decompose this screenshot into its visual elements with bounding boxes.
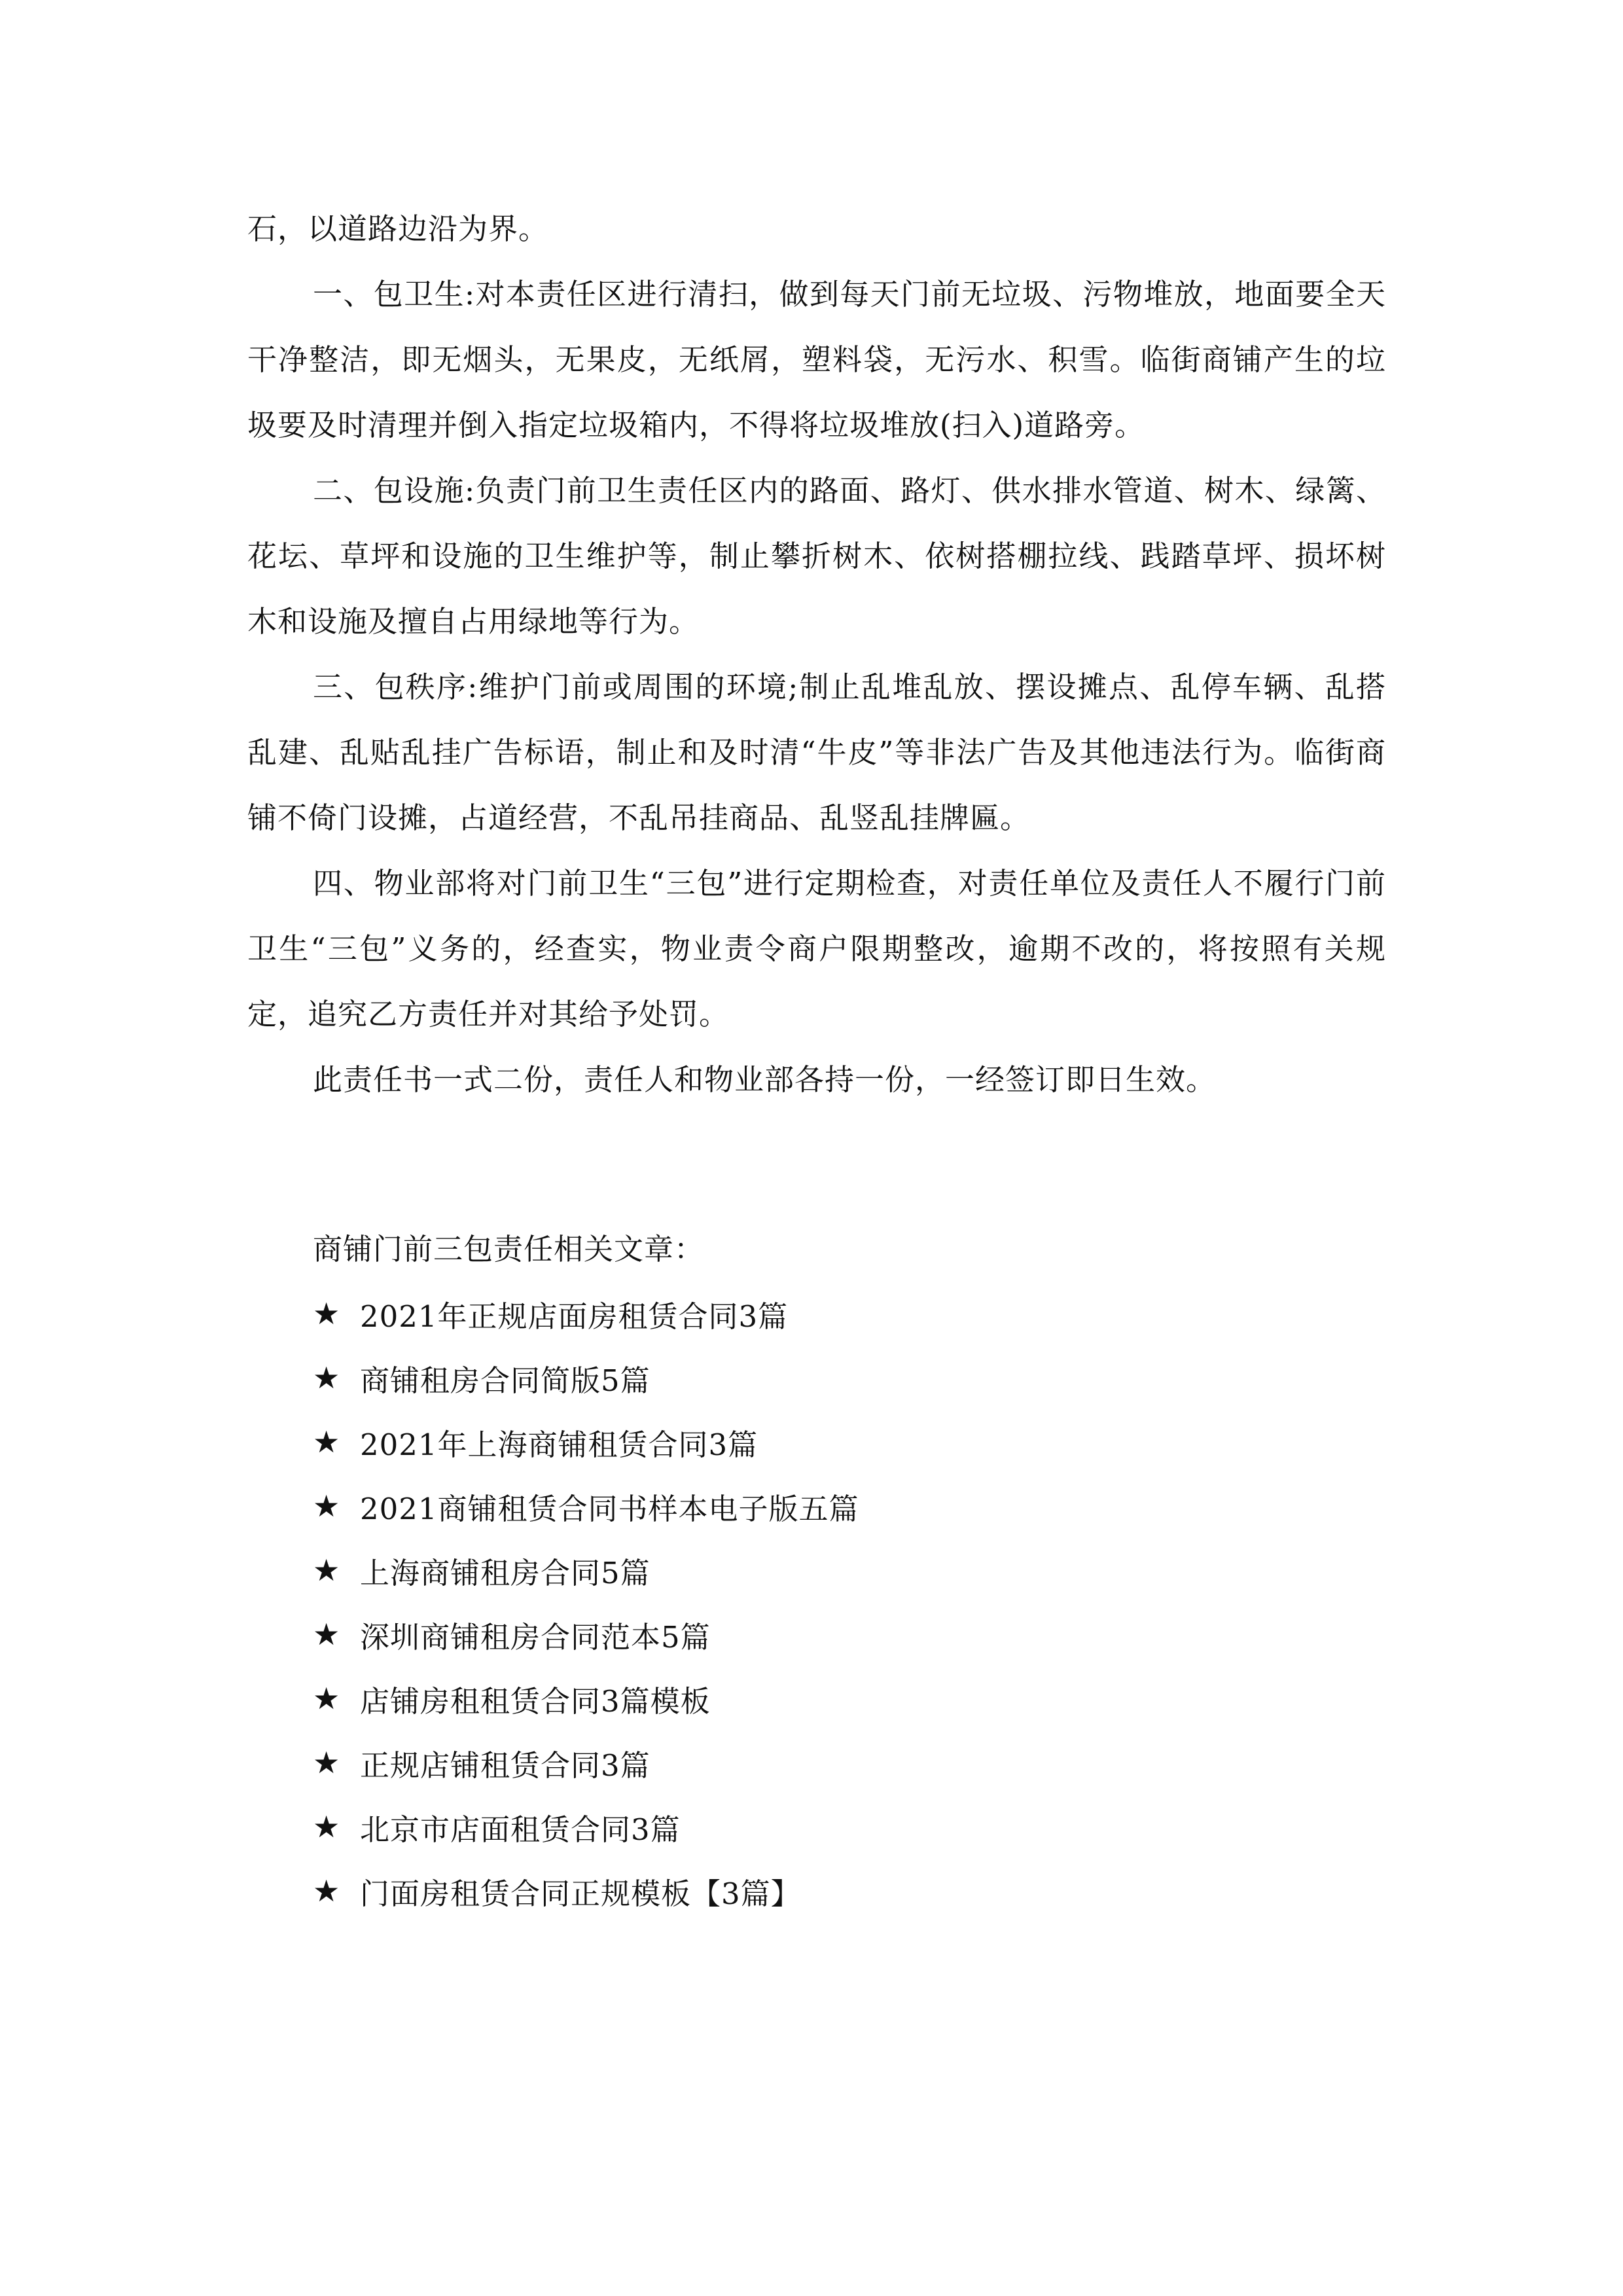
related-article-link[interactable]: 北京市店面租赁合同3篇 [360,1812,681,1847]
paragraph-effectiveness: 此责任书一式二份，责任人和物业部各持一份，一经签订即日生效。 [313,1062,1217,1097]
responsibility-body [247,196,1386,1113]
star-icon: ★ [313,1296,341,1331]
star-icon: ★ [313,1552,341,1588]
related-article-link[interactable]: 上海商铺租房合同5篇 [360,1555,651,1590]
paragraph-order: 三、包秩序:维护门前或周围的环境;制止乱堆乱放、摆设摊点、乱停车辆、乱搭乱建、乱贴乱挂广告标语，制止和及时清“牛皮”等非法广告及其他违法行为。临街商铺不倚门设摊，占道经营，不乱吊挂商品、乱竖乱挂牌匾。 [247,670,1386,835]
paragraph-continuation: 石，以道路边沿为界。 [247,211,549,246]
star-icon: ★ [313,1745,341,1780]
star-icon: ★ [313,1681,341,1716]
related-article-link[interactable]: 门面房租赁合同正规模板【3篇】 [360,1876,801,1911]
related-articles [313,1217,1360,1923]
star-icon: ★ [313,1360,341,1395]
paragraph-inspection: 四、物业部将对门前卫生“三包”进行定期检查，对责任单位及责任人不履行门前卫生“三包”义务的，经查实，物业责令商户限期整改，逾期不改的，将按照有关规定，追究乙方责任并对其给予处罚。 [247,866,1386,1031]
list-item[interactable] [313,1731,1360,1795]
related-article-link[interactable]: 2021年正规店面房租赁合同3篇 [360,1299,789,1334]
star-icon: ★ [313,1873,341,1909]
related-article-link[interactable]: 2021年上海商铺租赁合同3篇 [360,1427,758,1462]
related-article-link[interactable]: 商铺租房合同简版5篇 [360,1363,651,1398]
list-item[interactable] [313,1474,1360,1538]
star-icon: ★ [313,1488,341,1524]
list-item[interactable] [313,1346,1360,1410]
related-articles-list [313,1282,1360,1923]
star-icon: ★ [313,1424,341,1460]
star-icon: ★ [313,1617,341,1652]
list-item[interactable] [313,1666,1360,1731]
related-article-link[interactable]: 正规店铺租赁合同3篇 [360,1748,651,1783]
list-item[interactable] [313,1795,1360,1859]
related-article-link[interactable]: 店铺房租租赁合同3篇模板 [360,1683,711,1719]
paragraph-facilities: 二、包设施:负责门前卫生责任区内的路面、路灯、供水排水管道、树木、绿篱、花坛、草坪和设施的卫生维护等，制止攀折树木、依树搭棚拉线、践踏草坪、损坏树木和设施及擅自占用绿地等行为。 [247,473,1386,639]
paragraph-hygiene: 一、包卫生:对本责任区进行清扫，做到每天门前无垃圾、污物堆放，地面要全天干净整洁，即无烟头，无果皮，无纸屑，塑料袋，无污水、积雪。临街商铺产生的垃圾要及时清理并倒入指定垃圾箱内，不得将垃圾堆放(扫入)道路旁。 [247,277,1386,442]
list-item[interactable] [313,1538,1360,1602]
list-item[interactable] [313,1282,1360,1346]
list-item[interactable] [313,1410,1360,1474]
related-article-link[interactable]: 深圳商铺租房合同范本5篇 [360,1619,711,1655]
list-item[interactable] [313,1859,1360,1923]
star-icon: ★ [313,1809,341,1844]
list-item[interactable] [313,1602,1360,1666]
related-article-link[interactable]: 2021商铺租赁合同书样本电子版五篇 [360,1491,859,1526]
related-articles-title: 商铺门前三包责任相关文章： [313,1232,705,1266]
